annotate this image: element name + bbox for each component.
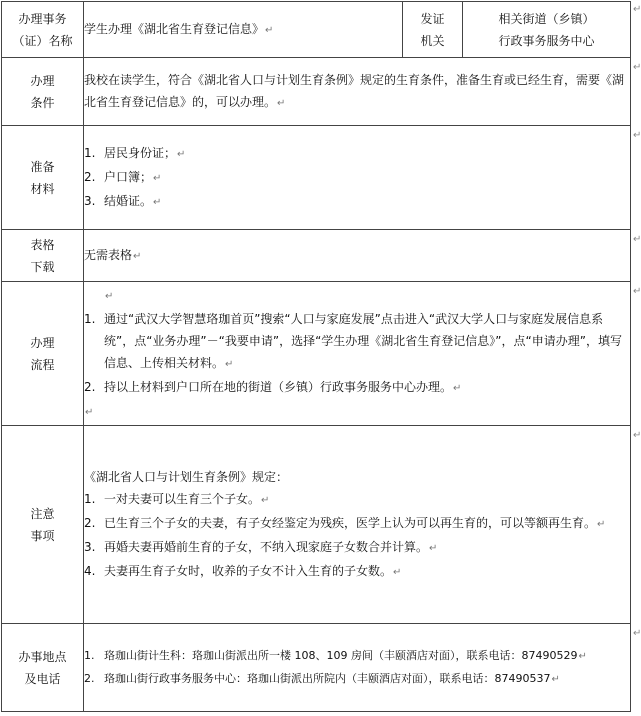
list-item: 2. 已生育三个子女的夫妻，有子女经鉴定为残疾，医学上认为可以再生育的，可以等额再生育。↵: [84, 515, 606, 530]
materials-list: [84, 126, 631, 230]
row-end-mark-icon: ↵: [633, 62, 641, 73]
notes-row: [2, 426, 631, 624]
item-name-label: 办理事务 （证）名称: [2, 2, 84, 58]
list-item: 3. 再婚夫妻再婚前生育的子女，不纳入现家庭子女数合并计算。↵: [84, 539, 438, 554]
row-end-mark-icon: ↵: [633, 430, 641, 441]
materials-label: 准备 材料: [2, 126, 84, 230]
list-item: 1. 居民身份证；↵: [84, 145, 186, 160]
list-item: 1. 珞珈山街计生科：珞珈山街派出所一楼 108、109 房间（丰颐酒店对面），联系电话：87490529↵: [84, 648, 587, 662]
row-end-mark-icon: ↵: [633, 130, 641, 141]
notes-intro: 《湖北省人口与计划生育条例》规定：: [84, 469, 289, 484]
paragraph-mark-icon: ↵: [277, 97, 286, 109]
list-item: 1. 一对夫妻可以生育三个子女。↵: [84, 491, 270, 506]
conditions-text: 我校在读学生，符合《湖北省人口与计划生育条例》规定的生育条件，准备生育或已经生育，需要《湖北省生育登记信息》的，可以办理。↵: [84, 58, 631, 126]
forms-label: 表格 下载: [2, 230, 84, 282]
location-row: [2, 624, 631, 712]
service-guide-table: [1, 1, 631, 712]
forms-text: 无需表格↵: [84, 230, 631, 282]
forms-row: [2, 230, 631, 282]
header-row: [2, 2, 631, 58]
process-label: 办理 流程: [2, 282, 84, 426]
location-list: [84, 624, 631, 712]
list-item: 1. 通过“武汉大学智慧珞珈首页”搜索“人口与家庭发展”点击进入“武汉大学人口与家庭发展信息系统”，点“业务办理”－“我要申请”，选择“学生办理《湖北省生育登记信息》”，点“申请办理”，填写信息、上传相关材料。↵: [84, 311, 622, 370]
paragraph-mark-icon: ↵: [265, 24, 274, 36]
process-list: ↵ 1. 通过“武汉大学智慧珞珈首页”搜索“人口与家庭发展”点击进入“武汉大学人口与家庭发展信息系统”，点“业务办理”－“我要申请”，选择“学生办理《湖北省生育登记信息》”，点“申请办理”，填写信息、上传相关材料。↵ 2. 持以上材料到户口所在地的街道（乡镇）行政事务服务中心办理。↵ ↵: [84, 282, 631, 426]
notes-label: 注意 事项: [2, 426, 84, 624]
conditions-label: 办理 条件: [2, 58, 84, 126]
list-item: 4. 夫妻再生育子女时，收养的子女不计入生育的子女数。↵: [84, 563, 402, 578]
list-item: 2. 户口簿；↵: [84, 169, 162, 184]
row-end-mark-icon: ↵: [633, 234, 641, 245]
notes-list: [84, 426, 631, 624]
process-row: [2, 282, 631, 426]
item-name-value: 学生办理《湖北省生育登记信息》↵: [84, 2, 403, 58]
list-item: 3. 结婚证。↵: [84, 193, 162, 208]
issuing-authority-label: 发证 机关: [403, 2, 463, 58]
materials-row: [2, 126, 631, 230]
conditions-row: [2, 58, 631, 126]
row-end-mark-icon: ↵: [633, 286, 641, 297]
location-label: 办事地点 及电话: [2, 624, 84, 712]
list-item: 2. 珞珈山街行政事务服务中心：珞珈山街派出所院内（丰颐酒店对面），联系电话：87490537↵: [84, 671, 560, 685]
list-item: 2. 持以上材料到户口所在地的街道（乡镇）行政事务服务中心办理。↵: [84, 379, 462, 394]
row-end-mark-icon: ↵: [633, 628, 641, 639]
row-end-mark-icon: ↵: [633, 4, 641, 15]
issuing-authority-value: 相关街道（乡镇） 行政事务服务中心: [463, 2, 631, 58]
